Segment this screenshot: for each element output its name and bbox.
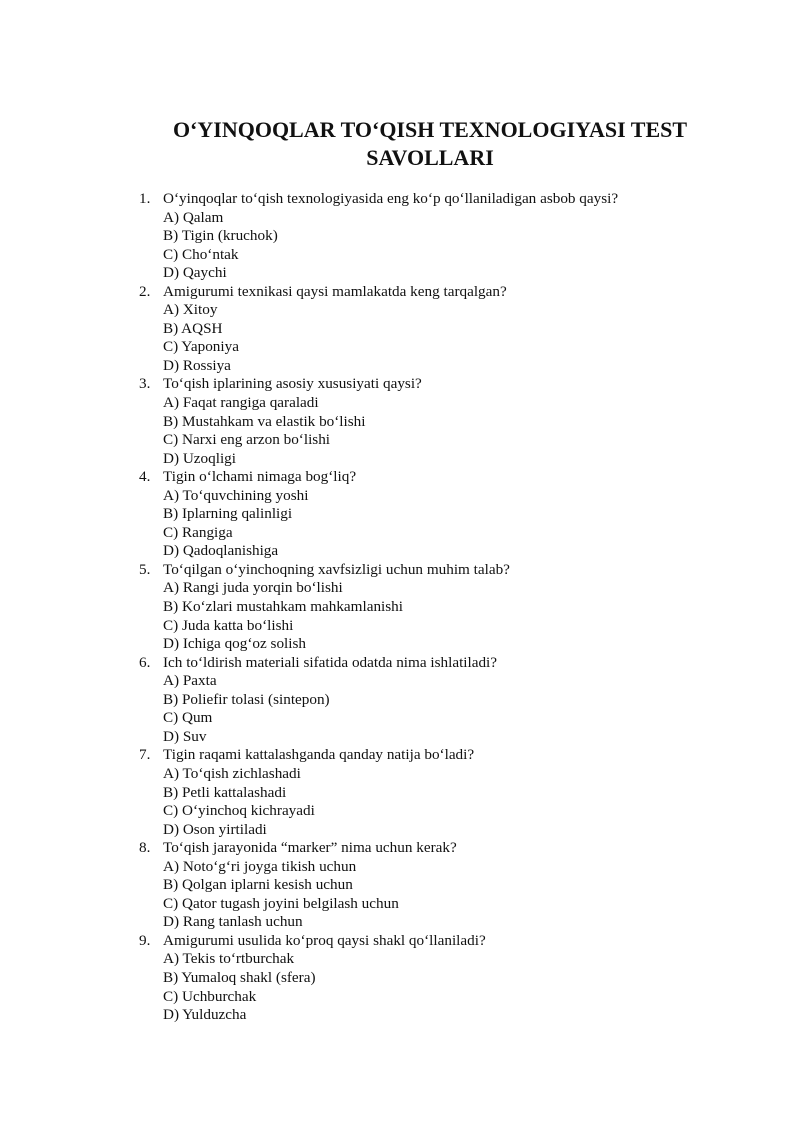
option-c: C) Uchburchak: [163, 987, 257, 1005]
option-c: C) Yaponiya: [163, 338, 239, 356]
option-c: C) Cho‘ntak: [163, 245, 239, 263]
question-number: 9.: [139, 931, 151, 949]
option-a: A) Paxta: [163, 672, 217, 690]
question-text: Ich to‘ldirish materiali sifatida odatda nima ishlatiladi?: [163, 653, 498, 671]
option-b: B) AQSH: [163, 319, 223, 337]
question-text: To‘qish iplarining asosiy xususiyati qaysi?: [163, 375, 422, 393]
option-list: [139, 858, 739, 932]
option-list: [139, 579, 739, 653]
title-line-2: SAVOLLARI: [366, 145, 494, 170]
option-d: D) Qaychi: [163, 264, 227, 282]
option-list: [139, 765, 739, 839]
option-list: [139, 950, 739, 1024]
question-text: To‘qilgan o‘yinchoqning xavfsizligi uchun muhim talab?: [163, 560, 510, 578]
question-item: [139, 746, 739, 839]
question-item: [139, 654, 739, 747]
option-list: [139, 301, 739, 375]
question-text: Tigin o‘lchami nimaga bog‘liq?: [163, 468, 357, 486]
option-c: C) O‘yinchoq kichrayadi: [163, 802, 315, 820]
option-c: C) Rangiga: [163, 523, 233, 541]
option-d: D) Uzoqligi: [163, 449, 236, 467]
document-title: [130, 116, 730, 172]
option-list: [139, 672, 739, 746]
option-list: [139, 394, 739, 468]
question-item: [139, 839, 739, 932]
option-d: D) Suv: [163, 727, 207, 745]
option-a: A) To‘quvchining yoshi: [163, 486, 309, 504]
question-item: [139, 932, 739, 1025]
option-list: [139, 487, 739, 561]
option-d: D) Oson yirtiladi: [163, 820, 267, 838]
question-number: 5.: [139, 560, 151, 578]
option-d: D) Yulduzcha: [163, 1006, 247, 1024]
option-c: C) Narxi eng arzon bo‘lishi: [163, 431, 331, 449]
option-d: D) Ichiga qog‘oz solish: [163, 635, 306, 653]
option-b: B) Ko‘zlari mustahkam mahkamlanishi: [163, 598, 403, 616]
question-text: Tigin raqami kattalashganda qanday natija bo‘ladi?: [163, 746, 475, 764]
option-b: B) Tigin (kruchok): [163, 227, 278, 245]
question-number: 6.: [139, 653, 151, 671]
question-number: 7.: [139, 746, 151, 764]
option-b: B) Poliefir tolasi (sintepon): [163, 690, 330, 708]
option-d: D) Qadoqlanishiga: [163, 542, 279, 560]
question-item: [139, 190, 739, 283]
question-text: To‘qish jarayonida “marker” nima uchun kerak?: [163, 839, 457, 857]
question-number: 1.: [139, 190, 151, 207]
question-number: 4.: [139, 468, 151, 486]
question-item: [139, 561, 739, 654]
option-b: B) Qolgan iplarni kesish uchun: [163, 876, 353, 894]
option-a: A) Qalam: [163, 208, 224, 226]
option-c: C) Qum: [163, 709, 213, 727]
question-number: 2.: [139, 282, 151, 300]
option-b: B) Iplarning qalinligi: [163, 505, 293, 523]
option-a: A) Faqat rangiga qaraladi: [163, 394, 319, 412]
option-list: [139, 209, 739, 283]
option-d: D) Rossiya: [163, 356, 231, 374]
question-text: Amigurumi texnikasi qaysi mamlakatda keng tarqalgan?: [163, 282, 507, 300]
option-b: B) Yumaloq shakl (sfera): [163, 968, 316, 986]
option-a: A) To‘qish zichlashadi: [163, 764, 301, 782]
option-a: A) Noto‘g‘ri joyga tikish uchun: [163, 857, 357, 875]
option-d: D) Rang tanlash uchun: [163, 913, 303, 931]
option-a: A) Rangi juda yorqin bo‘lishi: [163, 579, 343, 597]
question-item: [139, 468, 739, 561]
option-a: A) Tekis to‘rtburchak: [163, 950, 295, 968]
question-item: [139, 375, 739, 468]
option-b: B) Mustahkam va elastik bo‘lishi: [163, 412, 366, 430]
question-text: O‘yinqoqlar to‘qish texnologiyasida eng ko‘p qo‘llaniladigan asbob qaysi?: [163, 190, 619, 207]
question-text: Amigurumi usulida ko‘proq qaysi shakl qo‘llaniladi?: [163, 931, 486, 949]
question-number: 3.: [139, 375, 151, 393]
option-b: B) Petli kattalashadi: [163, 783, 287, 801]
option-c: C) Qator tugash joyini belgilash uchun: [163, 894, 399, 912]
option-c: C) Juda katta bo‘lishi: [163, 616, 294, 634]
question-item: [139, 283, 739, 376]
question-number: 8.: [139, 839, 151, 857]
title-line-1: O‘YINQOQLAR TO‘QISH TEXNOLOGIYASI TEST: [172, 117, 688, 142]
option-a: A) Xitoy: [163, 301, 218, 319]
question-list: [139, 190, 739, 1025]
